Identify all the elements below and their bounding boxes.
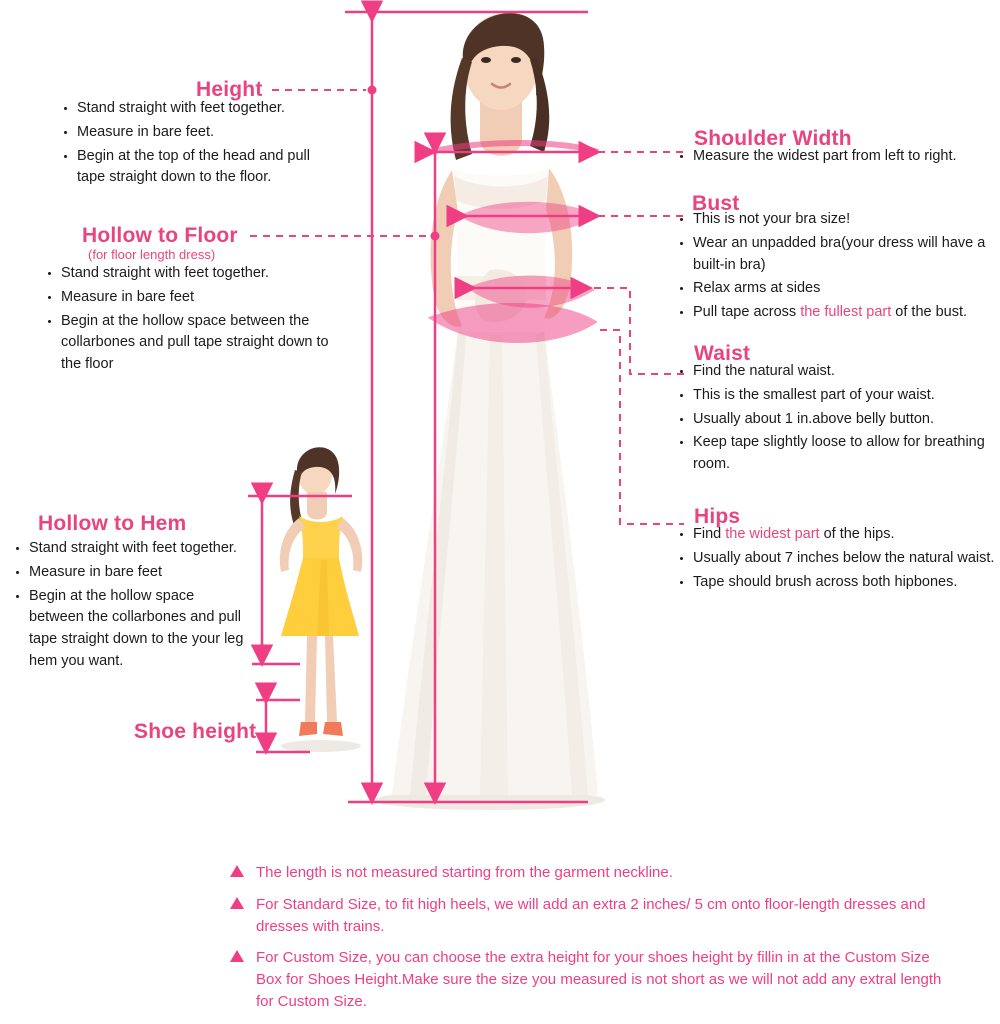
bust-bullet-4: Pull tape across the fullest part of the bust. (678, 302, 998, 324)
hollow-to-floor-bullets (46, 263, 336, 378)
footer-notes (230, 862, 950, 1023)
height-bullet-2: Measure in bare feet. (62, 122, 337, 144)
waist-heading: Waist (694, 342, 751, 365)
footer-note-2-text: For Standard Size, to fit high heels, we will add an extra 2 inches/ 5 cm onto floor-length dresses and dresses with trains. (256, 895, 926, 935)
hollow-to-hem-heading: Hollow to Hem (38, 512, 187, 535)
waist-bullet-3: Usually about 1 in.above belly button. (678, 409, 998, 431)
waist-bullet-1: Find the natural waist. (678, 361, 998, 383)
bust-bullet-3: Relax arms at sides (678, 278, 998, 300)
footer-note-1 (230, 862, 950, 884)
hips-highlight: the widest part (725, 526, 820, 542)
hollow-to-floor-bullet-3: Begin at the hollow space between the collarbones and pull tape straight down to the floor (46, 311, 336, 376)
hollow-to-hem-bullet-3: Begin at the hollow space between the collarbones and pull tape straight down to the your leg hem you want. (14, 586, 246, 673)
bust-heading: Bust (692, 192, 740, 215)
waist-bullet-2: This is the smallest part of your waist. (678, 385, 998, 407)
model-illustration (330, 0, 660, 815)
waist-bullet-4: Keep tape slightly loose to allow for breathing room. (678, 432, 998, 476)
footer-note-3-text: For Custom Size, you can choose the extra height for your shoes height by fillin in at the Custom Size Box for Shoes Height.Make sure the size you measured is not short as we will not add any extral length for Custom Size. (256, 949, 942, 1010)
height-heading: Height (196, 78, 263, 101)
hips-bullet-2: Usually about 7 inches below the natural waist. (678, 548, 998, 570)
shoulder-width-bullet-1: Measure the widest part from left to right. (678, 146, 998, 168)
height-bullet-1: Stand straight with feet together. (62, 98, 337, 120)
hollow-to-hem-bullets (14, 538, 246, 675)
waist-bullets (678, 361, 998, 478)
warning-triangle-icon (230, 897, 244, 909)
hips-heading: Hips (694, 505, 741, 528)
bust-highlight: the fullest part (800, 304, 892, 320)
shoulder-width-heading: Shoulder Width (694, 127, 852, 150)
bust-bullet-2: Wear an unpadded bra(your dress will have a built-in bra) (678, 233, 998, 277)
shoulder-width-bullets (678, 146, 998, 170)
hips-bullet-3: Tape should brush across both hipbones. (678, 572, 998, 594)
footer-note-2 (230, 894, 950, 938)
height-bullets (62, 98, 337, 191)
warning-triangle-icon (230, 950, 244, 962)
warning-triangle-icon (230, 865, 244, 877)
height-bullet-3: Begin at the top of the head and pull tape straight down to the floor. (62, 146, 337, 190)
hollow-to-floor-bullet-1: Stand straight with feet together. (46, 263, 336, 285)
hollow-to-hem-bullet-2: Measure in bare feet (14, 562, 246, 584)
bust-bullets (678, 209, 998, 326)
short-dress-model-figure (255, 440, 385, 760)
hips-bullets (678, 524, 998, 595)
hollow-to-floor-heading: Hollow to Floor (82, 224, 238, 247)
hollow-to-hem-bullet-1: Stand straight with feet together. (14, 538, 246, 560)
hips-bullet-1: Find the widest part of the hips. (678, 524, 998, 546)
shoe-height-heading: Shoe height (134, 720, 257, 743)
footer-note-3 (230, 947, 950, 1012)
footer-note-1-text: The length is not measured starting from the garment neckline. (256, 864, 673, 881)
hollow-to-floor-bullet-2: Measure in bare feet (46, 287, 336, 309)
hollow-to-floor-subheading: (for floor length dress) (88, 247, 216, 262)
bust-bullet-1: This is not your bra size! (678, 209, 998, 231)
